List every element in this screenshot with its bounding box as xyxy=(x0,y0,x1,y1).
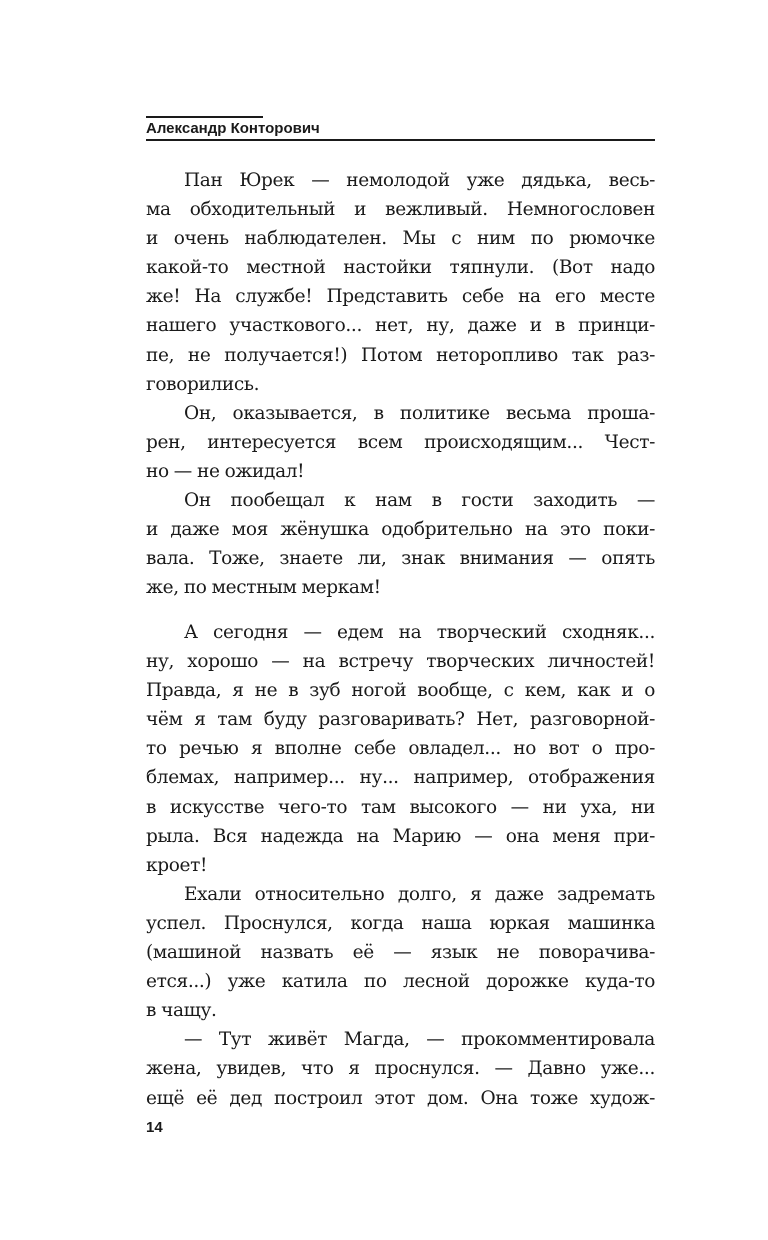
text-line: Правда, я не в зуб ногой вообще, с кем, как и о xyxy=(146,680,655,702)
text-line: нашего участкового... нет, ну, даже и в принци- xyxy=(146,315,655,337)
text-line: но — не ожидал! xyxy=(146,460,305,482)
text-line: — Тут живёт Магда, — прокомментировала xyxy=(184,1029,655,1051)
text-line: и даже моя жёнушка одобрительно на это поки- xyxy=(146,519,655,541)
text-line: А сегодня — едем на творческий сходняк... xyxy=(184,622,655,643)
text-line: успел. Проснулся, когда наша юркая машинка xyxy=(146,912,655,934)
text-line: блемах, например... ну... например, отображения xyxy=(146,767,655,789)
text-line: то речью я вполне себе овладел... но вот о про- xyxy=(146,738,655,760)
text-line: Пан Юрек — немолодой уже дядька, весь- xyxy=(184,170,655,191)
text-line: какой-то местной настойки тяпнули. (Вот надо xyxy=(146,257,655,279)
text-line: кроет! xyxy=(146,854,208,876)
text-line: рыла. Вся надежда на Марию — она меня при- xyxy=(146,825,655,847)
text-line: в чащу. xyxy=(146,1000,217,1022)
text-line: говорились. xyxy=(146,373,260,395)
text-line: пе, не получается!) Потом неторопливо так раз- xyxy=(146,344,655,366)
text-line: вала. Тоже, знаете ли, знак внимания — опять xyxy=(146,548,655,570)
running-header-author: Александр Конторович xyxy=(146,120,320,137)
text-line: рен, интересуется всем происходящим... Чест- xyxy=(146,431,655,453)
page-number: 14 xyxy=(146,1119,163,1136)
text-block-2 xyxy=(146,618,655,1113)
text-line: Он, оказывается, в политике весьма проша- xyxy=(184,402,655,424)
text-line: чём я там буду разговаривать? Нет, разговорной- xyxy=(146,709,655,731)
text-line: ется...) уже катила по лесной дорожке куда-то xyxy=(146,971,655,993)
header-rule-short xyxy=(146,116,263,118)
text-line: ну, хорошо — на встречу творческих личностей! xyxy=(146,651,655,673)
text-line: жена, увидев, что я проснулся. — Давно уже... xyxy=(146,1058,655,1080)
text-line: (машиной назвать её — язык не поворачива- xyxy=(146,942,655,964)
text-line: Ехали относительно долго, я даже задремать xyxy=(184,883,655,905)
header-rule-long xyxy=(146,139,655,141)
text-line: же! На службе! Представить себе на его месте xyxy=(146,286,655,308)
text-line: и очень наблюдателен. Мы с ним по рюмочке xyxy=(146,228,655,250)
text-line: ма обходительный и вежливый. Немногословен xyxy=(146,199,655,221)
text-block-1 xyxy=(146,166,655,602)
text-line: в искусстве чего-то там высокого — ни уха, ни xyxy=(146,796,655,818)
text-line: же, по местным меркам! xyxy=(146,577,381,599)
text-line: Он пообещал к нам в гости заходить — xyxy=(184,490,655,512)
text-line: ещё её дед построил этот дом. Она тоже худож- xyxy=(146,1087,655,1109)
